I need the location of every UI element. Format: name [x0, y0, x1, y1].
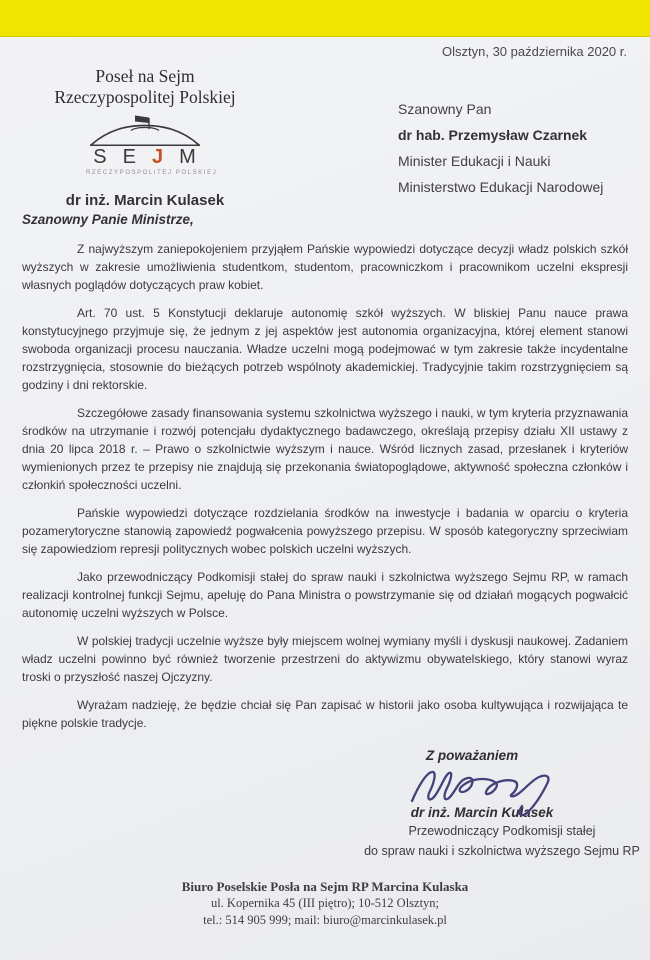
- letterhead: [38, 66, 252, 209]
- sejm-logo-subtext: RZECZYPOSPOLITEJ POLSKIEJ: [86, 170, 218, 176]
- recipient-line-salute: Szanowny Pan: [398, 101, 492, 117]
- signatory-title-line1: Przewodniczący Podkomisji stałej: [408, 824, 596, 838]
- recipient-institution: Ministerstwo Edukacji Narodowej: [398, 179, 604, 195]
- sejm-logo: [86, 114, 218, 176]
- letter-body: [22, 212, 628, 742]
- recipient-name: dr hab. Przemysław Czarnek: [398, 127, 588, 143]
- logo-letter-j: J: [151, 146, 165, 168]
- letter-paragraph: Z najwyższym zaniepokojeniem przyjąłem Pańskie wypowiedzi dotyczące decyzji władz polskich szkół wyższych w zakresie umożliwienia studentkom, studentom, pracowniczkom i pracownikom uczelni ekspresji własnych poglądów dotyczących praw kobiet.: [22, 242, 628, 292]
- footer-address: ul. Kopernika 45 (III piętro); 10-512 Olsztyn;: [210, 896, 440, 910]
- closing-block: [358, 748, 646, 860]
- logo-letter-s: S: [93, 146, 108, 168]
- letter-paragraph: W polskiej tradycji uczelnie wyższe były miejscem wolnej wymiany myśli i dyskusji naukowej. Zadaniem władz uczelni powinno być również tworzenie przestrzeni do aktywizmu obywatelskiego, który stanowi wyraz troski o przyszłość naszej Ojczyzny.: [22, 634, 628, 684]
- signatory-name: dr inż. Marcin Kulasek: [410, 805, 554, 820]
- sejm-logo-letters: [86, 146, 204, 168]
- letter-paragraph: Jako przewodniczący Podkomisji stałej do spraw nauki i szkolnictwa wyższego Sejmu RP, w ramach realizacji kontrolnej funkcji Sejmu, apeluję do Pana Ministra o powstrzymanie się od działań mogących pogwałcić autonomię uczelni wyższych w Polsce.: [22, 570, 628, 620]
- sejm-dome-icon: [88, 114, 202, 147]
- logo-letter-m: M: [179, 146, 197, 168]
- letter-paragraph: Wyrażam nadzieję, że będzie chciał się Pan zapisać w historii jako osoba kultywująca i rozwijająca te piękne polskie tradycje.: [22, 698, 628, 730]
- recipient-block: [398, 96, 603, 200]
- letter-paragraph: Pańskie wypowiedzi dotyczące rozdzielania środków na inwestycje i badania w oparciu o kryteria pozamerytoryczne stanowią zapowiedź pogwałcenia powyższego przepisu. W sposób kategoryczny sprzeciwiam się zapowiedziom represji politycznych wobec polskich uczelni wyższych.: [22, 506, 628, 556]
- logo-letter-e: E: [122, 146, 137, 168]
- office-footer: [0, 878, 650, 929]
- letterhead-title-line2: Rzeczypospolitej Polskiej: [54, 87, 236, 107]
- signatory-title-line2: do spraw nauki i szkolnictwa wyższego Sejmu RP: [364, 844, 640, 858]
- sender-name: dr inż. Marcin Kulasek: [65, 192, 225, 209]
- footer-contact: tel.: 514 905 999; mail: biuro@marcinkulasek.pl: [203, 913, 447, 927]
- footer-office-name: Biuro Poselskie Posła na Sejm RP Marcina Kulaska: [181, 879, 469, 894]
- letter-paragraph: Art. 70 ust. 5 Konstytucji deklaruje autonomię szkół wyższych. W bliskiej Panu nauce prawa konstytucyjnego przyjmuje się, że jednym z jej aspektów jest autonomia organizacyjna, której element stanowi swoboda organizacji procesu nauczania. Władze uczelni mogą podejmować w tym zakresie także incydentalne rozstrzygnięcia, stosownie do bieżących potrzeb wspólnoty akademickiej. Tradycyjnie takim rozstrzygnięciem są godziny i dni rektorskie.: [22, 306, 628, 392]
- yellow-top-banner: [0, 0, 650, 37]
- letterhead-title-line1: Poseł na Sejm: [95, 66, 195, 86]
- salutation: Szanowny Panie Ministrze,: [22, 212, 194, 227]
- date-line: Olsztyn, 30 października 2020 r.: [442, 44, 627, 59]
- letter-paragraph: Szczegółowe zasady finansowania systemu szkolnictwa wyższego i nauki, w tym kryteria przyznawania środków na utrzymanie i rozwój potencjału dydaktycznego badawczego, określają przepisy działu XII ustawy z dnia 20 lipca 2018 r. – Prawo o szkolnictwie wyższym i nauce. Wśród licznych zasad, przesłanek i kryteriów wymienionych przez te przepisy nie znajdują się przekonania światopoglądowe, aktywność społeczna członków i członkiń społeczności uczelni.: [22, 406, 628, 492]
- signature-area: [358, 765, 646, 805]
- recipient-title: Minister Edukacji i Nauki: [398, 153, 551, 169]
- valediction: Z poważaniem: [425, 748, 519, 763]
